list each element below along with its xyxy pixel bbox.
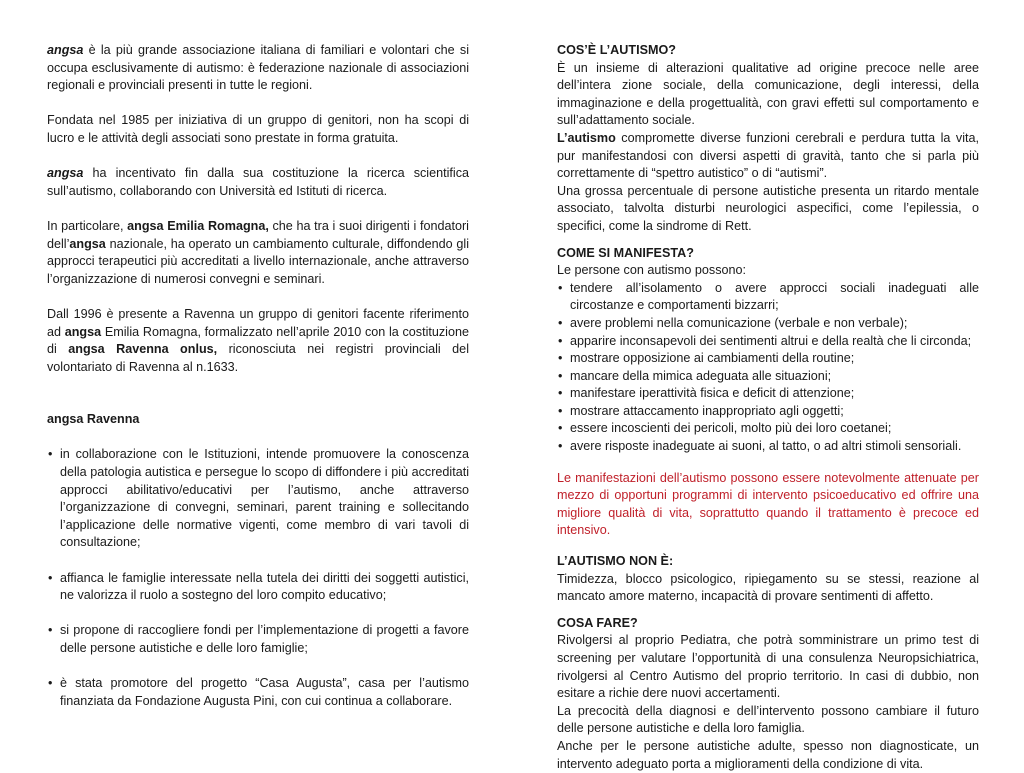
how-it-manifests-section [557, 245, 979, 456]
list-item: • apparire inconsapevoli dei sentimenti altrui e della realtà che li circonda; [557, 333, 979, 351]
what-to-do-section [557, 615, 979, 773]
pediatrician-paragraph: Rivolgersi al proprio Pediatra, che potrà somministrare un primo test di screening per valutare l’opportunità di una consulenza Neuropsichiatrica, rivolgersi al Centro Autismo del proprio territorio. In casi di dubbio, non esitare a richie dere nuovi accertamenti. [557, 633, 979, 701]
list-item: • in collaborazione con le Istituzioni, intende promuovere la conoscenza della patologia autistica e persegue lo scopo di diffondere i più accreditati approcci abilitativo/educativi per l’autismo, anche attraverso l’organizzazione di convegni, seminari, parent training e sollecitando l’applicazione delle normative vigenti, come membro di vari tavoli di consultazione; [47, 446, 469, 552]
list-item: • mostrare opposizione ai cambiamenti della routine; [557, 350, 979, 368]
definition-paragraph: È un insieme di alterazioni qualitative ad origine precoce nelle aree dell’intera zione sociale, della comunicazione, degli interessi, della immaginazione e della progettualità, con gravi effetti sul comportamento e sull’adattamento sociale. [557, 60, 979, 128]
right-column [557, 42, 979, 773]
section-heading: COSA FARE? [557, 615, 638, 630]
list-item: • avere problemi nella comunicazione (verbale e non verbale); [557, 315, 979, 333]
left-column [47, 42, 469, 728]
list-item: • si propone di raccogliere fondi per l’implementazione di progetti a favore delle persone autistiche e delle loro famiglie; [47, 622, 469, 657]
autism-is-not-section [557, 553, 979, 606]
what-is-autism-section [557, 42, 979, 236]
list-item: • è stata promotore del progetto “Casa Augusta”, casa per l’autismo finanziata da Fondazione Augusta Pini, con cui continua a collaborare. [47, 675, 469, 710]
intro-paragraph: angsa è la più grande associazione italiana di familiari e volontari che si occupa esclusivamente di autismo: è federazione nazionale di associazioni regionali e provinciali presenti in tutte le regioni. [47, 43, 469, 93]
list-item: • affianca le famiglie interessate nella tutela dei diritti dei soggetti autistici, ne valorizza il ruolo a sostegno del loro compito educativo; [47, 570, 469, 605]
emilia-romagna-paragraph: In particolare, angsa Emilia Romagna, che ha tra i suoi dirigenti i fondatori dell’angsa nazionale, ha operato un cambiamento culturale, diffondendo gli approcci terapeutici più accreditati a livello internazionale, anche attraverso l’organizzazione di numerosi convegni e seminari. [47, 218, 469, 286]
list-item: • mostrare attaccamento inappropriato agli oggetti; [557, 403, 979, 421]
section-heading: L’AUTISMO NON È: [557, 554, 674, 569]
list-item: • avere risposte inadeguate ai suoni, al tatto, o ad altri stimoli sensoriali. [557, 438, 979, 456]
ravenna-heading: angsa Ravenna [47, 412, 140, 427]
list-item: • essere incoscienti dei pericoli, molto più dei loro coetanei; [557, 420, 979, 438]
symptoms-list [557, 280, 979, 456]
founding-paragraph: Fondata nel 1985 per iniziativa di un gruppo di genitori, non ha scopi di lucro e le attività degli associati sono prestate in forma gratuita. [47, 113, 469, 145]
adults-paragraph: Anche per le persone autistiche adulte, spesso non diagnosticate, un intervento adeguato porta a miglioramenti della condizione di vita. [557, 738, 979, 771]
list-item: • tendere all’isolamento o avere approcci sociali inadeguati alle circostanze e comportamenti bizzarri; [557, 280, 979, 315]
research-paragraph: angsa ha incentivato fin dalla sua costituzione la ricerca scientifica sull’autismo, collaborando con Università ed Istituti di ricerca. [47, 166, 469, 198]
section-heading: COS’È L’AUTISMO? [557, 43, 676, 57]
treatment-note: Le manifestazioni dell’autismo possono essere notevolmente attenuate per mezzo di opportuni programmi di intervento psicoeducativo ed offrire una migliore qualità di vita, soprattutto quando il trattamento è precoce ed intensivo. [557, 470, 979, 538]
section-heading: COME SI MANIFESTA? [557, 245, 694, 260]
early-diagnosis-paragraph: La precocità della diagnosi e dell’intervento possono cambiare il futuro delle persone autistiche e della loro famiglia. [557, 703, 979, 736]
not-paragraph: Timidezza, blocco psicologico, ripiegamento su se stessi, reazione al mancato amore materno, incapacità di provare sentimenti di affetto. [557, 571, 979, 604]
list-item: • manifestare iperattività fisica e deficit di attenzione; [557, 385, 979, 403]
manifest-intro: Le persone con autismo possono: [557, 263, 747, 278]
associated-conditions-paragraph: Una grossa percentuale di persone autistiche presenta un ritardo mentale associato, talvolta disturbi neurologici aspecifici, come l’epilessia, o specifici, come la sindrome di Rett. [557, 183, 979, 233]
ravenna-activities-list [47, 446, 469, 710]
lifelong-paragraph: L’autismo compromette diverse funzioni cerebrali e perdura tutta la vita, pur manifestandosi con diversi aspetti di gravità, tanto che si parla più correttamente di “spettro autistico” o di “autismi”. [557, 130, 979, 181]
list-item: • mancare della mimica adeguata alle situazioni; [557, 368, 979, 386]
ravenna-paragraph: Dall 1996 è presente a Ravenna un gruppo di genitori facente riferimento ad angsa Emilia Romagna, formalizzato nell’aprile 2010 con la costituzione di angsa Ravenna onlus, riconosciuta nei registri provinciali del volontariato di Ravenna al n.1633. [47, 306, 469, 374]
